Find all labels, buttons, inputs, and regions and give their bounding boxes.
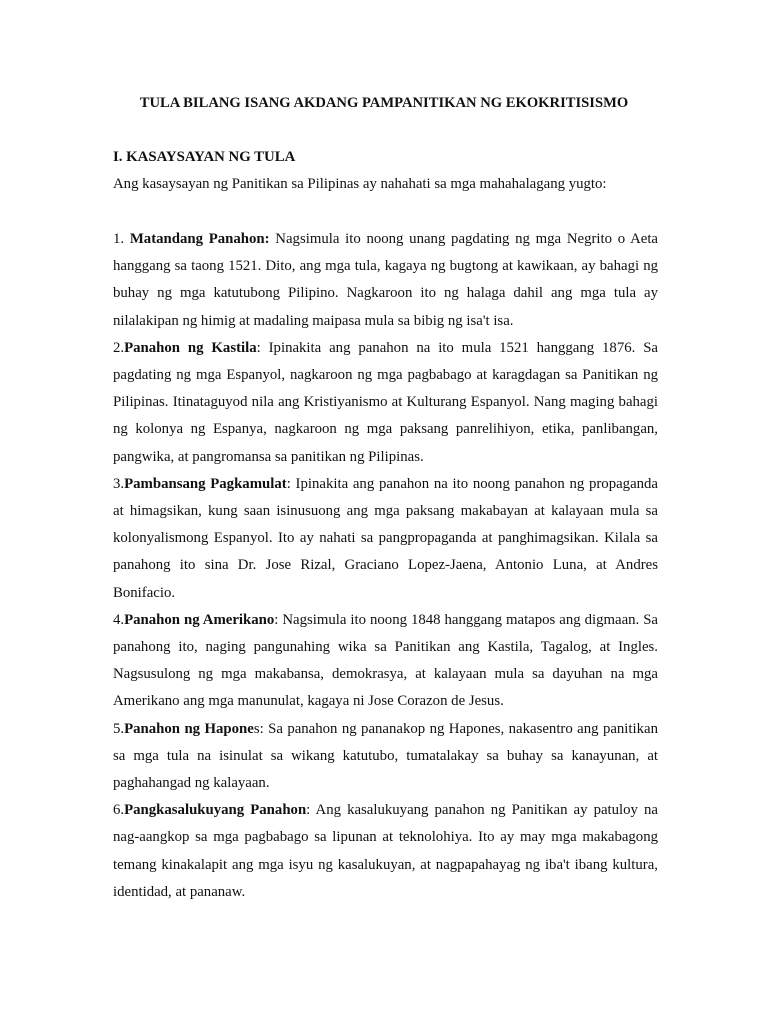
period-number: 2.	[113, 339, 125, 356]
period-name: Pambansang Pagkamulat	[124, 475, 287, 492]
period-name: Panahon ng Hapone	[124, 720, 254, 737]
period-text: : Ang kasalukuyang panahon ng Panitikan ay patuloy na nag-aangkop sa mga pagbabago sa lipunan at teknolohiya. Ito ay may mga makabagong temang kinakalapit ang mga isyu ng kasalukuyan, at nagpapahayag ng iba't ibang kultura, identidad, at pananaw.	[113, 802, 658, 900]
period-name: Pangkasalukuyang Panahon	[124, 802, 307, 819]
period-list	[113, 226, 658, 906]
period-text: : Nagsimula ito noong 1848 hanggang matapos ang digmaan. Sa panahong ito, naging pangunahing wika sa Panitikan ang Kastila, Tagalog, at Ingles. Nagsusulong ng mga makabansa, demokrasya, at kalayaan mula sa dayuhan na mga Amerikano ang mga manunulat, kagaya ni Jose Corazon de Jesus.	[113, 611, 658, 710]
period-item-matandang-panahon	[113, 226, 658, 335]
period-number: 5.	[113, 720, 125, 737]
section-heading: I. KASAYSAYAN NG TULA	[113, 149, 296, 165]
period-number: 1.	[113, 231, 130, 247]
period-item-panahon-ng-hapones	[113, 716, 658, 798]
document-title: TULA BILANG ISANG AKDANG PAMPANITIKAN NG EKOKRITISISMO	[139, 95, 629, 111]
intro-paragraph: Ang kasaysayan ng Panitikan sa Pilipinas ay nahahati sa mga mahahalagang yugto:	[113, 176, 607, 192]
period-text: : Ipinakita ang panahon na ito mula 1521 hanggang 1876. Sa pagdating ng mga Espanyol, nagkaroon ng mga pagbabago at karagdagan sa Panitikan ng Pilipinas. Itinataguyod nila ang Kristiyanismo at Kulturang Espanyol. Nang maging bahagi ng kolonya ng Espanya, nagkaroon ng mga paksang panrelihiyon, etika, panlibangan, pangwika, at pangromansa sa panitikan ng Pilipinas.	[113, 339, 658, 465]
period-item-pambansang-pagkamulat	[113, 471, 658, 607]
period-item-panahon-ng-amerikano	[113, 607, 658, 716]
period-number: 4.	[113, 611, 125, 628]
period-number: 3.	[113, 475, 125, 492]
period-item-panahon-ng-kastila	[113, 335, 658, 471]
period-name: Panahon ng Kastila	[124, 339, 257, 356]
period-item-pangkasalukuyang-panahon	[113, 797, 658, 906]
period-name: Matandang Panahon:	[129, 231, 270, 247]
period-text: : Ipinakita ang panahon na ito noong panahon ng propaganda at himagsikan, kung saan isinusuong ang mga paksang makabayan at kalayaan mula sa kolonyalismong Espanyol. Ito ay nahati sa pangpropaganda at panghimagsikan. Kilala sa panahong ito sina Dr. Jose Rizal, Graciano Lopez-Jaena, Antonio Luna, at Andres Bonifacio.	[113, 475, 658, 601]
period-number: 6.	[113, 802, 125, 819]
period-text: s: Sa panahon ng pananakop ng Hapones, nakasentro ang panitikan sa mga tula na isinulat sa wikang katutubo, tumatalakay sa buhay sa kanayunan, at paghahangad ng kalayaan.	[113, 720, 659, 792]
period-text: Nagsimula ito noong unang pagdating ng mga Negrito o Aeta hanggang sa taong 1521. Dito, ang mga tula, kagaya ng bugtong at kawikaan, ay bahagi ng buhay ng mga katutubong Pilipino. Nagkaroon ito ng halaga dahil ang mga tula ay nilalakipan ng himig at madaling maipasa mula sa bibig ng isa't isa.	[113, 231, 658, 329]
period-name: Panahon ng Amerikano	[124, 611, 275, 628]
